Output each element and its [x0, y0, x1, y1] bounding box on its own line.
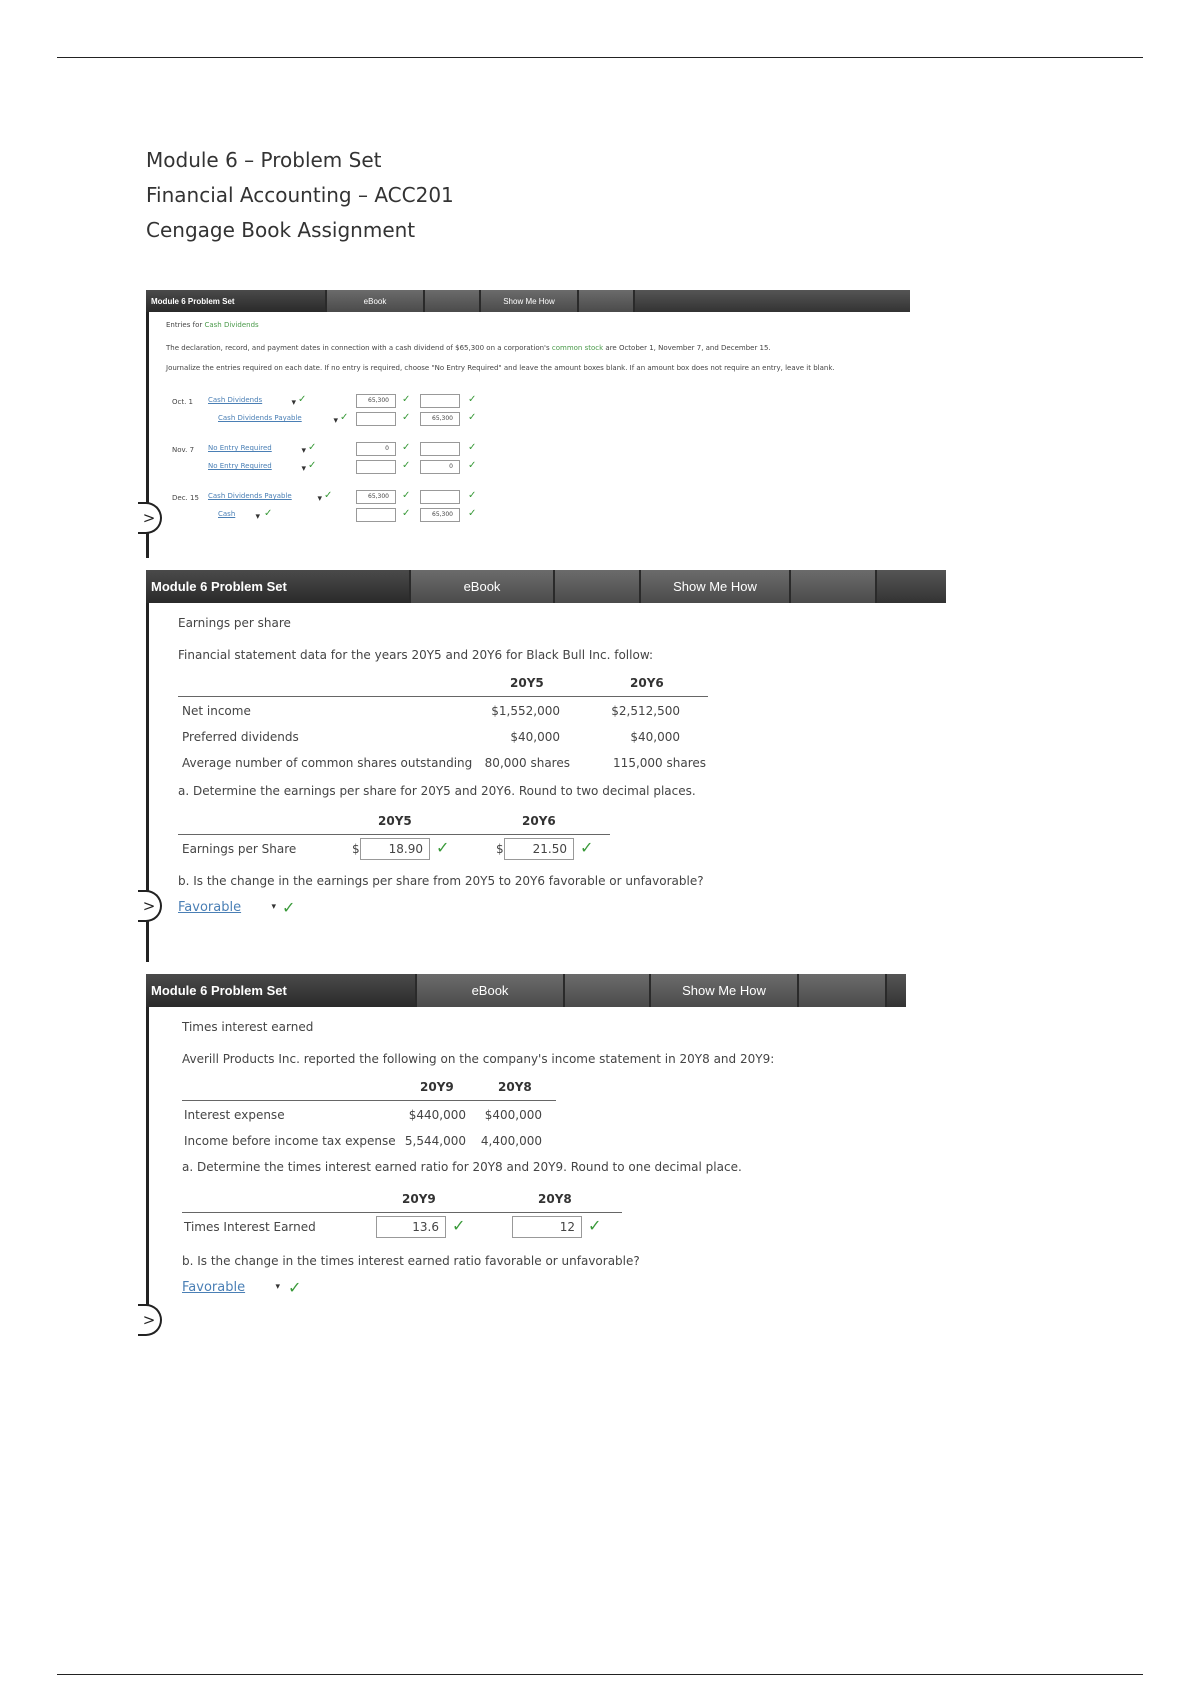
check-icon: ✓ [402, 490, 411, 501]
table-cell: $1,552,000 [491, 704, 560, 718]
credit-input[interactable] [420, 442, 460, 456]
table-row-label: Net income [182, 704, 251, 718]
problem-intro: The declaration, record, and payment dates in connection with a cash dividend of $65,300 on a corporation's common stock are October 1, November 7, and December 15. [166, 344, 771, 352]
tab-blank[interactable] [563, 974, 649, 1007]
problem-intro: Averill Products Inc. reported the following on the company's income statement in 20Y8 and 20Y9: [182, 1052, 775, 1066]
question-a: a. Determine the earnings per share for 20Y5 and 20Y6. Round to two decimal places. [178, 784, 696, 798]
account-select[interactable]: Cash Dividends Payable ▾ [208, 492, 322, 504]
column-header: 20Y8 [498, 1080, 532, 1094]
check-icon: ✓ [468, 394, 477, 405]
panel-tab-bar [146, 570, 946, 603]
tab-blank-2[interactable] [577, 290, 633, 312]
table-rule [178, 834, 610, 835]
table-cell: $40,000 [510, 730, 560, 744]
problem-instructions: Journalize the entries required on each date. If no entry is required, choose "No Entry Required" and leave the amount boxes blank. If an amount box does not require an entry, leave it blank. [166, 364, 835, 372]
caret-down-icon: ▾ [301, 446, 306, 456]
check-icon: ✓ [324, 490, 333, 501]
column-header: 20Y8 [538, 1192, 572, 1206]
problem-intro: Financial statement data for the years 20Y5 and 20Y6 for Black Bull Inc. follow: [178, 648, 654, 662]
column-header: 20Y9 [420, 1080, 454, 1094]
table-cell: $40,000 [630, 730, 680, 744]
chevron-right-icon[interactable]: > [138, 502, 162, 534]
credit-input[interactable]: 0 [420, 460, 460, 474]
check-icon: ✓ [468, 508, 477, 519]
check-icon: ✓ [402, 508, 411, 519]
table-rule [178, 696, 708, 697]
table-rule [182, 1212, 622, 1213]
check-icon: ✓ [402, 412, 411, 423]
check-icon: ✓ [468, 490, 477, 501]
table-row-label: Average number of common shares outstanding [182, 756, 473, 770]
table-cell: $440,000 [408, 1108, 466, 1122]
credit-input[interactable]: 65,300 [420, 412, 460, 426]
screenshot-times-interest-earned [142, 974, 906, 1334]
tab-bar-filler [633, 290, 910, 312]
caret-down-icon: ▾ [271, 902, 276, 912]
tab-show-me-how[interactable]: Show Me How [639, 570, 789, 603]
debit-input[interactable]: 65,300 [356, 490, 396, 504]
table-cell: $400,000 [484, 1108, 542, 1122]
table-cell: 4,400,000 [480, 1134, 542, 1148]
check-icon: ✓ [468, 412, 477, 423]
tab-ebook[interactable]: eBook [415, 974, 563, 1007]
check-icon: ✓ [402, 460, 411, 471]
check-icon: ✓ [282, 898, 296, 917]
panel-tab-bar [146, 290, 910, 312]
screenshot-earnings-per-share [142, 570, 946, 962]
table-cell: 5,544,000 [404, 1134, 466, 1148]
check-icon: ✓ [436, 838, 450, 857]
debit-input[interactable] [356, 460, 396, 474]
problem-heading: Entries for Cash Dividends [166, 321, 259, 329]
account-select[interactable]: Cash Dividends Payable ▾ [218, 414, 338, 426]
glossary-link[interactable]: Cash Dividends [204, 321, 259, 329]
panel-title: Module 6 Problem Set [146, 570, 409, 603]
check-icon: ✓ [288, 1278, 302, 1297]
check-icon: ✓ [468, 442, 477, 453]
caret-down-icon: ▾ [333, 416, 338, 426]
tab-blank-2[interactable] [797, 974, 885, 1007]
assignment-name: Cengage Book Assignment [146, 218, 416, 242]
panel-left-border [146, 1007, 149, 1334]
currency-symbol: $ [352, 842, 360, 856]
favorable-select[interactable]: Favorable ▾ [182, 1280, 280, 1295]
top-rule [57, 57, 1143, 58]
entry-date: Nov. 7 [172, 446, 195, 454]
caret-down-icon: ▾ [301, 464, 306, 474]
table-cell: $2,512,500 [611, 704, 680, 718]
check-icon: ✓ [452, 1216, 466, 1235]
chevron-right-icon[interactable]: > [138, 1304, 162, 1336]
check-icon: ✓ [588, 1216, 602, 1235]
question-a: a. Determine the times interest earned ratio for 20Y8 and 20Y9. Round to one decimal place. [182, 1160, 742, 1174]
tab-ebook[interactable]: eBook [409, 570, 553, 603]
debit-input[interactable] [356, 508, 396, 522]
tie-20y9-input[interactable]: 13.6 [376, 1216, 446, 1238]
question-b: b. Is the change in the earnings per share from 20Y5 to 20Y6 favorable or unfavorable? [178, 874, 704, 888]
document-header [146, 143, 454, 248]
problem-heading: Times interest earned [182, 1020, 314, 1034]
column-header: 20Y6 [522, 814, 556, 828]
currency-symbol: $ [496, 842, 504, 856]
tab-bar-filler [875, 570, 946, 603]
credit-input[interactable] [420, 490, 460, 504]
entry-date: Oct. 1 [172, 398, 194, 406]
account-select[interactable]: Cash Dividends ▾ [208, 396, 296, 408]
table-cell: 115,000 shares [613, 756, 706, 770]
tie-20y8-input[interactable]: 12 [512, 1216, 582, 1238]
account-select[interactable]: Cash ▾ [218, 510, 260, 522]
check-icon: ✓ [298, 394, 307, 405]
tab-ebook[interactable]: eBook [325, 290, 423, 312]
page-title: Module 6 – Problem Set [146, 148, 382, 172]
table-cell: 80,000 shares [484, 756, 570, 770]
column-header: 20Y6 [630, 676, 664, 690]
table-rule [182, 1100, 556, 1101]
tab-blank-2[interactable] [789, 570, 875, 603]
screenshot-cash-dividends [142, 290, 910, 558]
column-header: 20Y9 [402, 1192, 436, 1206]
check-icon: ✓ [308, 442, 317, 453]
check-icon: ✓ [402, 394, 411, 405]
debit-input[interactable]: 0 [356, 442, 396, 456]
tab-blank[interactable] [423, 290, 479, 312]
credit-input[interactable]: 65,300 [420, 508, 460, 522]
panel-tab-bar [146, 974, 906, 1007]
course-name: Financial Accounting – ACC201 [146, 183, 454, 207]
account-select[interactable]: No Entry Required ▾ [208, 462, 306, 474]
table-row-label: Preferred dividends [182, 730, 299, 744]
caret-down-icon: ▾ [317, 494, 322, 504]
glossary-link[interactable]: common stock [551, 344, 604, 352]
check-icon: ✓ [580, 838, 594, 857]
entry-date: Dec. 15 [172, 494, 199, 502]
answer-row-label: Times Interest Earned [184, 1220, 316, 1234]
check-icon: ✓ [308, 460, 317, 471]
check-icon: ✓ [402, 442, 411, 453]
eps-20y5-input[interactable]: 18.90 [360, 838, 430, 860]
table-row-label: Interest expense [184, 1108, 285, 1122]
check-icon: ✓ [264, 508, 273, 519]
problem-heading: Earnings per share [178, 616, 291, 630]
tab-show-me-how[interactable]: Show Me How [479, 290, 577, 312]
chevron-right-icon[interactable]: > [138, 890, 162, 922]
caret-down-icon: ▾ [275, 1282, 280, 1292]
debit-input[interactable] [356, 412, 396, 426]
answer-row-label: Earnings per Share [182, 842, 297, 856]
favorable-select[interactable]: Favorable ▾ [178, 900, 276, 915]
tab-show-me-how[interactable]: Show Me How [649, 974, 797, 1007]
panel-title: Module 6 Problem Set [146, 974, 415, 1007]
question-b: b. Is the change in the times interest earned ratio favorable or unfavorable? [182, 1254, 640, 1268]
bottom-rule [57, 1674, 1143, 1675]
table-row-label: Income before income tax expense [184, 1134, 396, 1148]
panel-title: Module 6 Problem Set [146, 290, 325, 312]
tab-bar-filler [885, 974, 906, 1007]
eps-20y6-input[interactable]: 21.50 [504, 838, 574, 860]
column-header: 20Y5 [510, 676, 544, 690]
credit-input[interactable] [420, 394, 460, 408]
column-header: 20Y5 [378, 814, 412, 828]
check-icon: ✓ [340, 412, 349, 423]
caret-down-icon: ▾ [291, 398, 296, 408]
check-icon: ✓ [468, 460, 477, 471]
caret-down-icon: ▾ [255, 512, 260, 522]
account-select[interactable]: No Entry Required ▾ [208, 444, 306, 456]
tab-blank[interactable] [553, 570, 639, 603]
debit-input[interactable]: 65,300 [356, 394, 396, 408]
